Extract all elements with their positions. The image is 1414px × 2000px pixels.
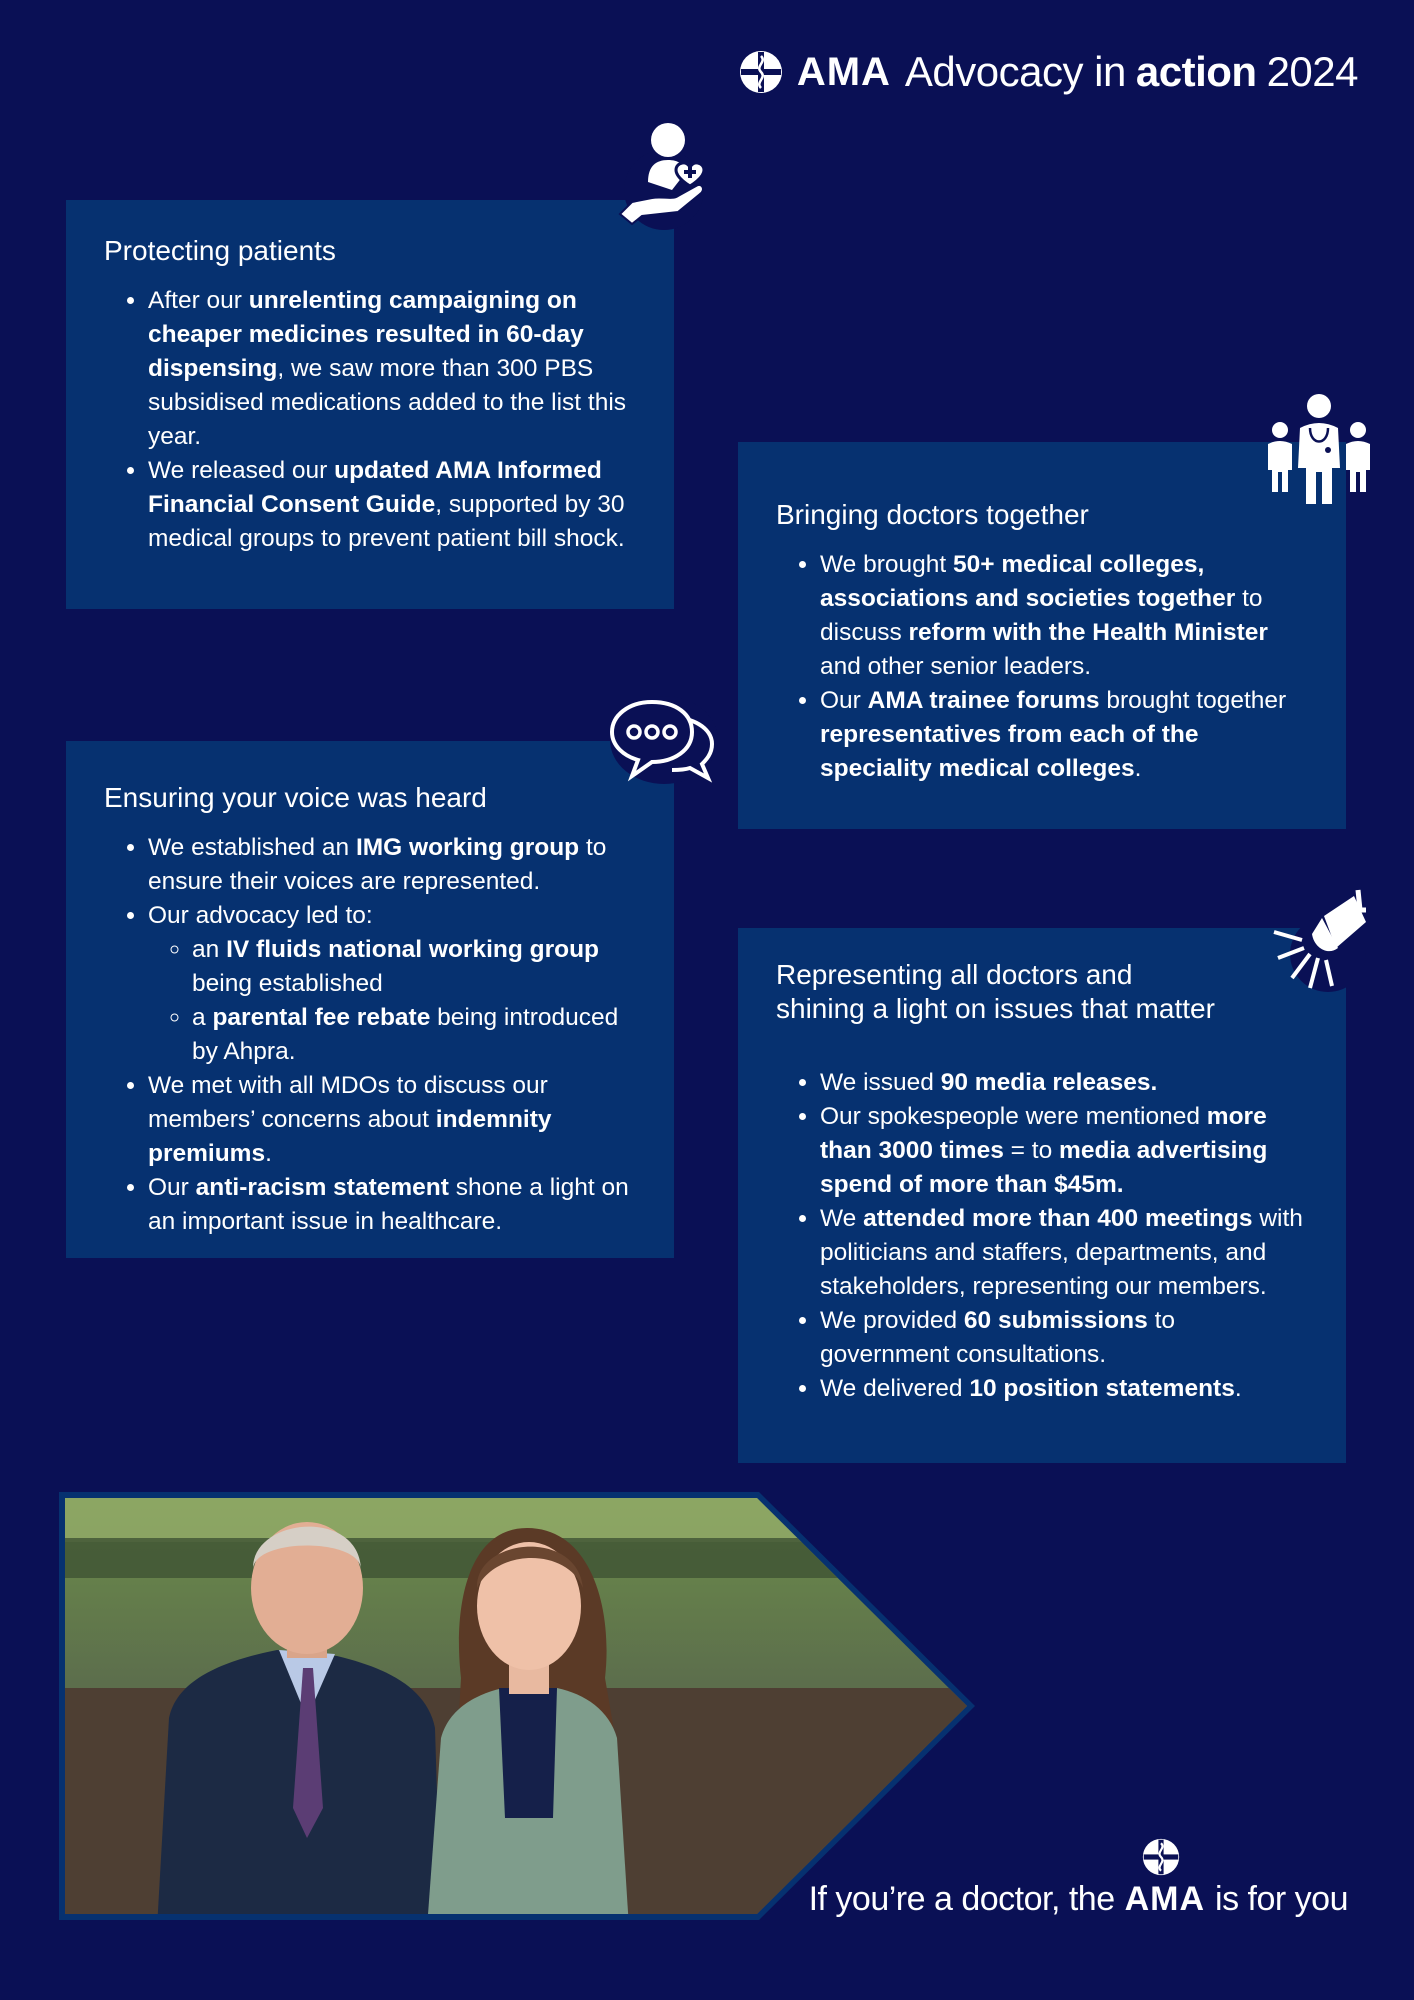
footer-text: is for you xyxy=(1215,1880,1348,1918)
list-item: • Our anti-racism statement shone a light on an important issue in healthcare. xyxy=(148,1171,636,1239)
spotlight-icon xyxy=(1266,882,1378,992)
caring-hand-heart-icon xyxy=(612,120,716,232)
card-title: Representing all doctors and shining a light on issues that matter xyxy=(776,959,1215,1024)
sub-list-item: ◦ an IV fluids national working group being established xyxy=(192,933,636,1001)
ama-logo-icon xyxy=(739,50,783,94)
bullet-list xyxy=(104,284,636,556)
ama-wordmark: AMA xyxy=(1124,1880,1206,1918)
list-item: • We released our updated AMA Informed Financial Consent Guide, supported by 30 medical groups to prevent patient bill shock. xyxy=(148,454,636,556)
ama-logo-icon xyxy=(1142,1838,1180,1876)
sub-bullet-list xyxy=(148,933,636,1069)
footer-tagline xyxy=(809,1880,1348,1919)
list-item: • We issued 90 media releases. xyxy=(820,1066,1308,1100)
header-year: 2024 xyxy=(1266,48,1358,95)
list-item: • We attended more than 400 meetings with politicians and staffers, departments, and stakeholders, representing our members. xyxy=(820,1202,1308,1304)
representing-doctors-card xyxy=(738,928,1346,1463)
protecting-patients-card xyxy=(66,200,674,609)
list-item: • We delivered 10 position statements. xyxy=(820,1372,1308,1406)
list-item: • We met with all MDOs to discuss our members’ concerns about indemnity premiums. xyxy=(148,1069,636,1171)
list-item: • After our unrelenting campaigning on cheaper medicines resulted in 60-day dispensing, we saw more than 300 PBS subsidised medications added to the list this year. xyxy=(148,284,636,454)
list-item: • Our spokespeople were mentioned more than 3000 times = to media advertising spend of more than $45m. xyxy=(820,1100,1308,1202)
sub-list-item: ◦ a parental fee rebate being introduced by Ahpra. xyxy=(192,1001,636,1069)
bullet-list xyxy=(776,1066,1308,1406)
speech-bubbles-icon xyxy=(608,692,720,788)
list-item: • We established an IMG working group to ensure their voices are represented. xyxy=(148,831,636,899)
doctors-group-icon xyxy=(1262,392,1376,506)
list-item: • Our advocacy led to: ◦ an IV fluids national working group being established ◦ a parental fee rebate being introduced by Ahpra. xyxy=(148,899,636,1069)
voice-heard-card xyxy=(66,741,674,1258)
footer-text: If you’re a doctor, the xyxy=(808,1880,1115,1918)
card-title: Bringing doctors together xyxy=(776,499,1089,530)
header-title-bold: action xyxy=(1135,48,1257,95)
bullet-list xyxy=(776,548,1308,786)
card-title: Protecting patients xyxy=(104,235,336,266)
bringing-doctors-together-card xyxy=(738,442,1346,829)
bullet-list xyxy=(104,831,636,1239)
header-title-part: Advocacy in xyxy=(904,48,1126,95)
list-item: • We brought 50+ medical colleges, associations and societies together to discuss reform with the Health Minister and other senior leaders. xyxy=(820,548,1308,684)
ama-wordmark: AMA xyxy=(796,49,891,94)
card-title: Ensuring your voice was heard xyxy=(104,782,487,813)
leaders-photo xyxy=(57,1388,977,1926)
list-item: • Our AMA trainee forums brought together representatives from each of the speciality medical colleges. xyxy=(820,684,1308,786)
list-item: • We provided 60 submissions to government consultations. xyxy=(820,1304,1308,1372)
page-header xyxy=(739,48,1358,96)
